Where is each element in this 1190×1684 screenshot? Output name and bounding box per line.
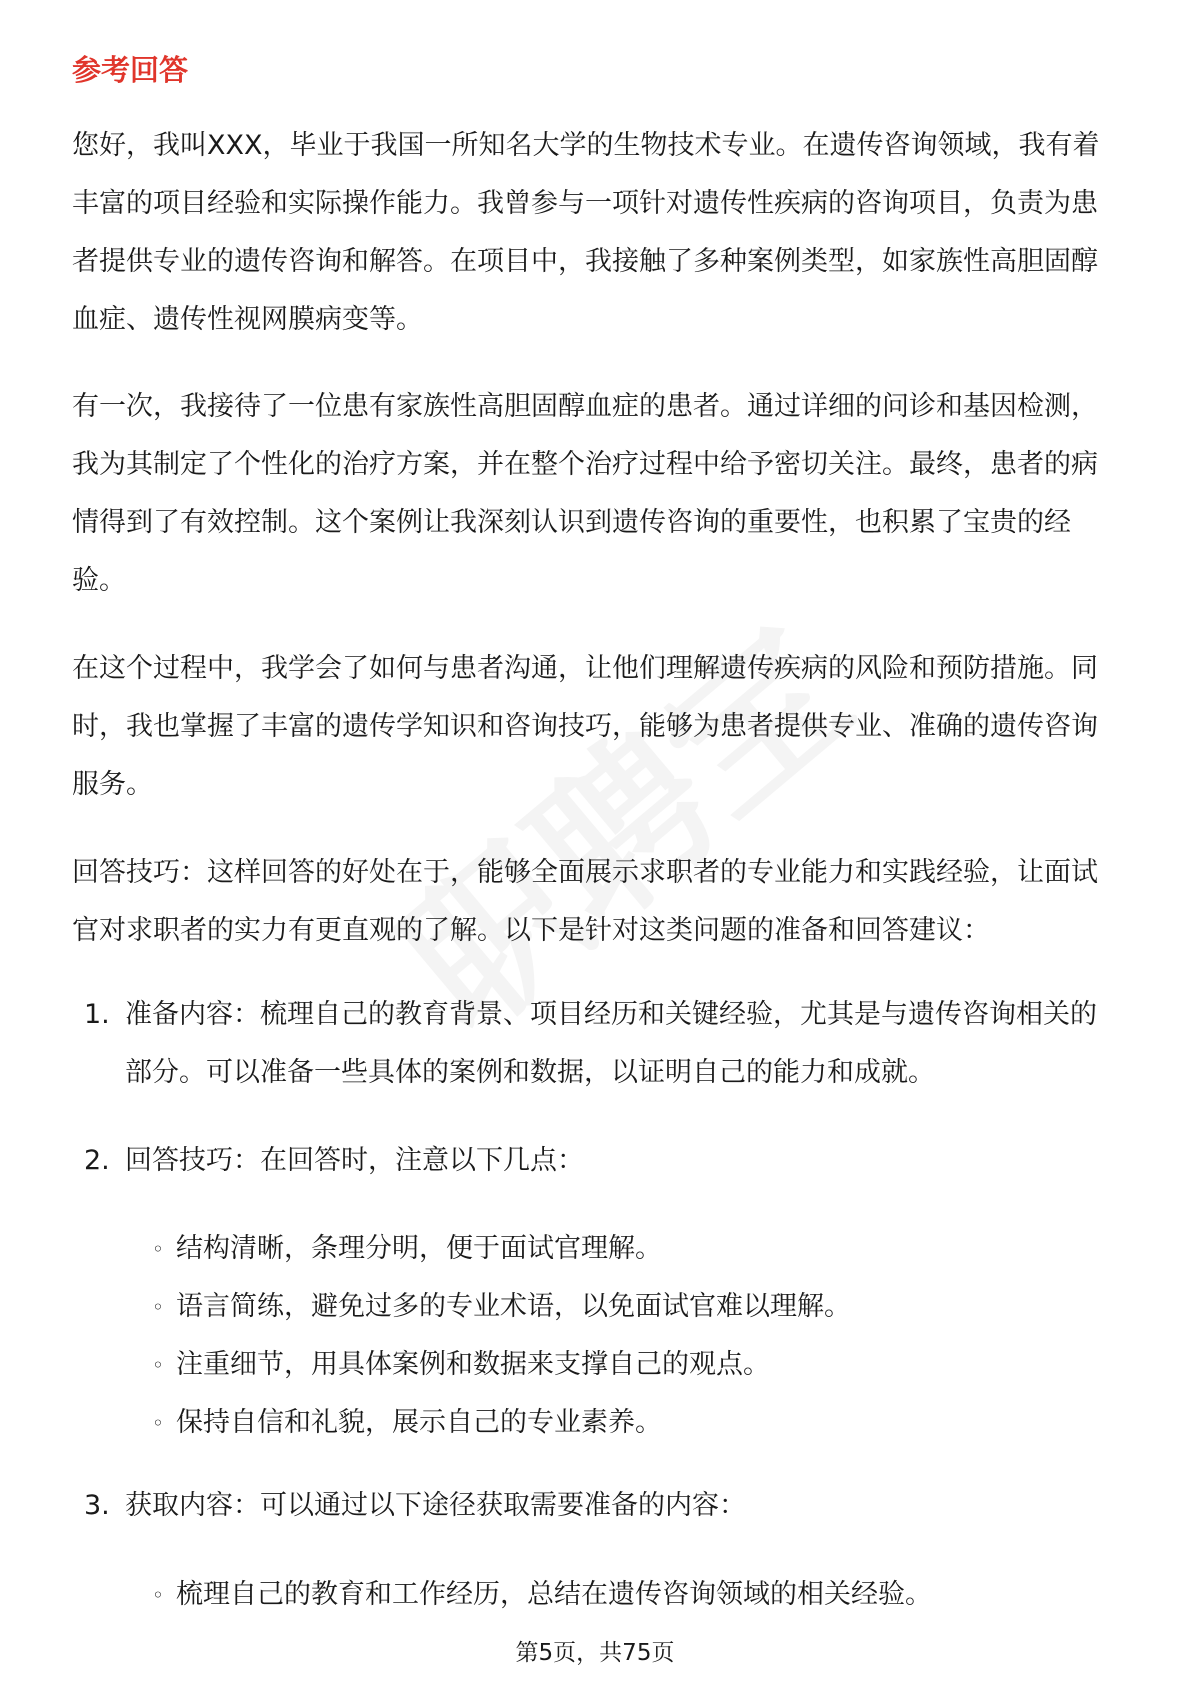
item-text: 获取内容：可以通过以下途径获取需要准备的内容： (125, 1490, 746, 1521)
list-item (152, 1394, 1118, 1452)
paragraph-intro: 您好，我叫XXX，毕业于我国一所知名大学的生物技术专业。在遗传咨询领域，我有着丰富的项目经验和实际操作能力。我曾参与一项针对遗传性疾病的咨询项目，负责为患者提供专业的遗传咨询和解答。在项目中，我接触了多种案例类型，如家族性高胆固醇血症、遗传性视网膜病变等。 (72, 130, 1100, 335)
bullet-marker: ◦ (152, 1353, 164, 1377)
list-item (152, 1278, 1118, 1336)
numbered-item-sources (84, 1477, 1118, 1535)
bullet-marker: ◦ (152, 1295, 164, 1319)
list-item (152, 1336, 1118, 1394)
bullet-text: 结构清晰，条理分明，便于面试官理解。 (176, 1233, 662, 1264)
page-footer: 第5页，共75页 (515, 1640, 675, 1666)
bullet-marker: ◦ (152, 1583, 164, 1607)
item-number: 2. (84, 1145, 110, 1176)
numbered-item-prepare (84, 986, 1118, 1102)
bullet-text: 语言简练，避免过多的专业术语，以免面试官难以理解。 (176, 1291, 851, 1322)
paragraph-case: 有一次，我接待了一位患有家族性高胆固醇血症的患者。通过详细的问诊和基因检测，我为其制定了个性化的治疗方案，并在整个治疗过程中给予密切关注。最终，患者的病情得到了有效控制。这个案例让我深刻认识到遗传咨询的重要性，也积累了宝贵的经验。 (72, 391, 1098, 596)
document-page (72, 0, 1118, 1684)
paragraph-skills: 在这个过程中，我学会了如何与患者沟通，让他们理解遗传疾病的风险和预防措施。同时，我也掌握了丰富的遗传学知识和咨询技巧，能够为患者提供专业、准确的遗传咨询服务。 (72, 653, 1098, 800)
list-item (152, 1566, 1118, 1624)
section-heading: 参考回答 (72, 53, 189, 87)
list-item (152, 1220, 1118, 1278)
item-text: 准备内容：梳理自己的教育背景、项目经历和关键经验，尤其是与遗传咨询相关的部分。可以准备一些具体的案例和数据，以证明自己的能力和成就。 (125, 999, 1097, 1088)
paragraph-tips: 回答技巧：这样回答的好处在于，能够全面展示求职者的专业能力和实践经验，让面试官对求职者的实力有更直观的了解。以下是针对这类问题的准备和回答建议： (72, 857, 1098, 946)
bullet-text: 保持自信和礼貌，展示自己的专业素养。 (176, 1407, 662, 1438)
bullet-text: 注重细节，用具体案例和数据来支撑自己的观点。 (176, 1349, 770, 1380)
numbered-item-technique (84, 1132, 1118, 1190)
bullet-marker: ◦ (152, 1237, 164, 1261)
item-number: 3. (84, 1490, 110, 1521)
item-text: 回答技巧：在回答时，注意以下几点： (125, 1145, 584, 1176)
item-number: 1. (84, 999, 110, 1030)
bullet-marker: ◦ (152, 1411, 164, 1435)
bullet-text: 梳理自己的教育和工作经历，总结在遗传咨询领域的相关经验。 (176, 1579, 932, 1610)
